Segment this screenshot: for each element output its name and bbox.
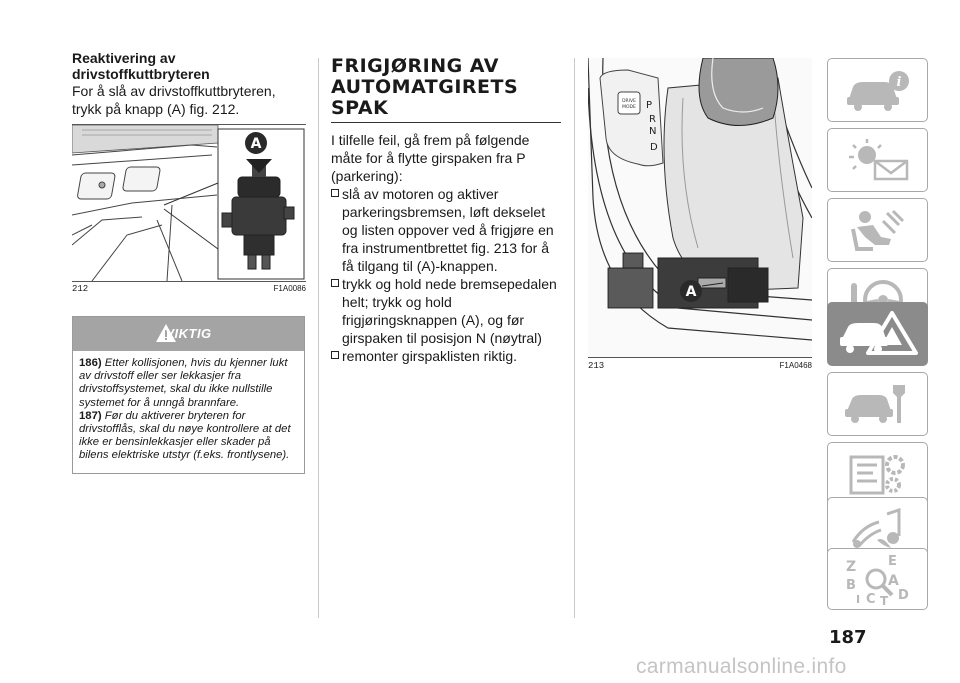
svg-text:MODE: MODE xyxy=(622,105,636,110)
car-info-icon xyxy=(843,67,913,113)
svg-text:B: B xyxy=(845,578,856,593)
svg-text:I: I xyxy=(855,593,860,606)
fuel-cutoff-paragraph: For å slå av drivstoffkuttbryteren, trykk på knapp (A) fig. 212. xyxy=(72,83,276,117)
svg-text:C: C xyxy=(865,592,876,607)
callout-a-212: A xyxy=(250,136,262,152)
section-heading-fuel-cutoff: Reaktivering av drivstoffkuttbryteren xyxy=(72,50,210,82)
figure-code-213: F1A0468 xyxy=(779,361,812,370)
side-tab-5[interactable] xyxy=(827,302,928,366)
seat-airbag-icon xyxy=(843,207,913,253)
emergency-warning-icon xyxy=(836,309,920,359)
gear-lever-illustration xyxy=(588,58,812,357)
figure-212 xyxy=(72,124,306,282)
gear-release-intro: I tilfelle feil, gå frem på følgende måte for å flytte girspaken fra P (parkering): xyxy=(331,132,530,184)
multimedia-icon xyxy=(843,506,913,552)
gear-letter-d: D xyxy=(650,142,658,153)
side-tab-2[interactable] xyxy=(827,128,928,192)
fuel-cutoff-switch-illustration xyxy=(72,125,306,281)
side-tab-9[interactable] xyxy=(827,548,928,610)
bullet-item-2: trykk og hold nede bremsepedalen helt; trykk og hold frigjøringsknappen (A), og før girspaken til posisjon N (nøytral) xyxy=(331,275,561,347)
heading-rule xyxy=(331,122,561,123)
svg-text:D: D xyxy=(897,588,909,603)
left-column xyxy=(72,50,306,118)
figure-number-212: 212 xyxy=(72,284,89,294)
alphabetical-index-icon xyxy=(840,551,916,607)
figure-213-caption xyxy=(588,361,812,373)
checkbox-bullet-icon xyxy=(331,351,339,359)
gear-letter-p: P xyxy=(646,100,653,111)
side-tab-6[interactable] xyxy=(827,372,928,436)
svg-text:i: i xyxy=(896,75,901,90)
gear-letter-r: R xyxy=(649,114,656,125)
specifications-gears-icon xyxy=(843,451,913,497)
checkbox-bullet-icon xyxy=(331,189,339,197)
bullet-item-1: slå av motoren og aktiver parkeringsbremsen, løft dekselet og listen oppover ved å frigjøre en fra instrumentbrettet fig. 213 for å få tilgang til (A)-knappen. xyxy=(331,185,561,275)
warning-box xyxy=(72,316,305,474)
warning-body xyxy=(73,351,304,463)
svg-text:Z: Z xyxy=(845,559,856,575)
checkbox-bullet-icon xyxy=(331,279,339,287)
column-divider-2 xyxy=(574,58,575,618)
light-message-icon xyxy=(843,137,913,183)
warning-header xyxy=(73,317,304,351)
svg-text:T: T xyxy=(879,594,888,607)
svg-text:A: A xyxy=(887,573,899,589)
svg-text:DRIVE: DRIVE xyxy=(622,99,636,104)
watermark: carmanualsonline.info xyxy=(636,655,847,678)
column-divider-1 xyxy=(318,58,319,618)
bullet-item-3: remonter girspaklisten riktig. xyxy=(331,347,561,365)
warning-title: VIKTIG xyxy=(165,326,212,341)
warning-item-187: 187) Før du aktiverer bryteren for drivstofflås, skal du nøye kontrollere at det ikke er bensinlekkasjer eller skader på bilens elektriske utstyr (f.eks. frontlysene). xyxy=(79,409,291,462)
page-number: 187 xyxy=(829,627,867,648)
warning-item-186: 186) Etter kollisjonen, hvis du kjenner lukt av drivstoff eller ser lekkasjer fra drivstoffsystemet, skal du ikke nullstille systemet for å unngå brannfare. xyxy=(79,357,288,409)
figure-code-212: F1A0086 xyxy=(273,284,306,293)
svg-text:E: E xyxy=(887,554,897,569)
figure-212-caption xyxy=(72,284,306,296)
car-wrench-icon xyxy=(843,381,913,427)
gear-letter-n: N xyxy=(649,126,657,137)
side-tab-3[interactable] xyxy=(827,198,928,262)
figure-number-213: 213 xyxy=(588,361,605,371)
section-heading-gear-release: FRIGJØRING AV AUTOMATGIRETS SPAK xyxy=(331,55,519,119)
callout-a-213: A xyxy=(685,284,697,300)
side-tab-1[interactable] xyxy=(827,58,928,122)
middle-column xyxy=(331,56,561,365)
figure-213 xyxy=(588,58,812,358)
